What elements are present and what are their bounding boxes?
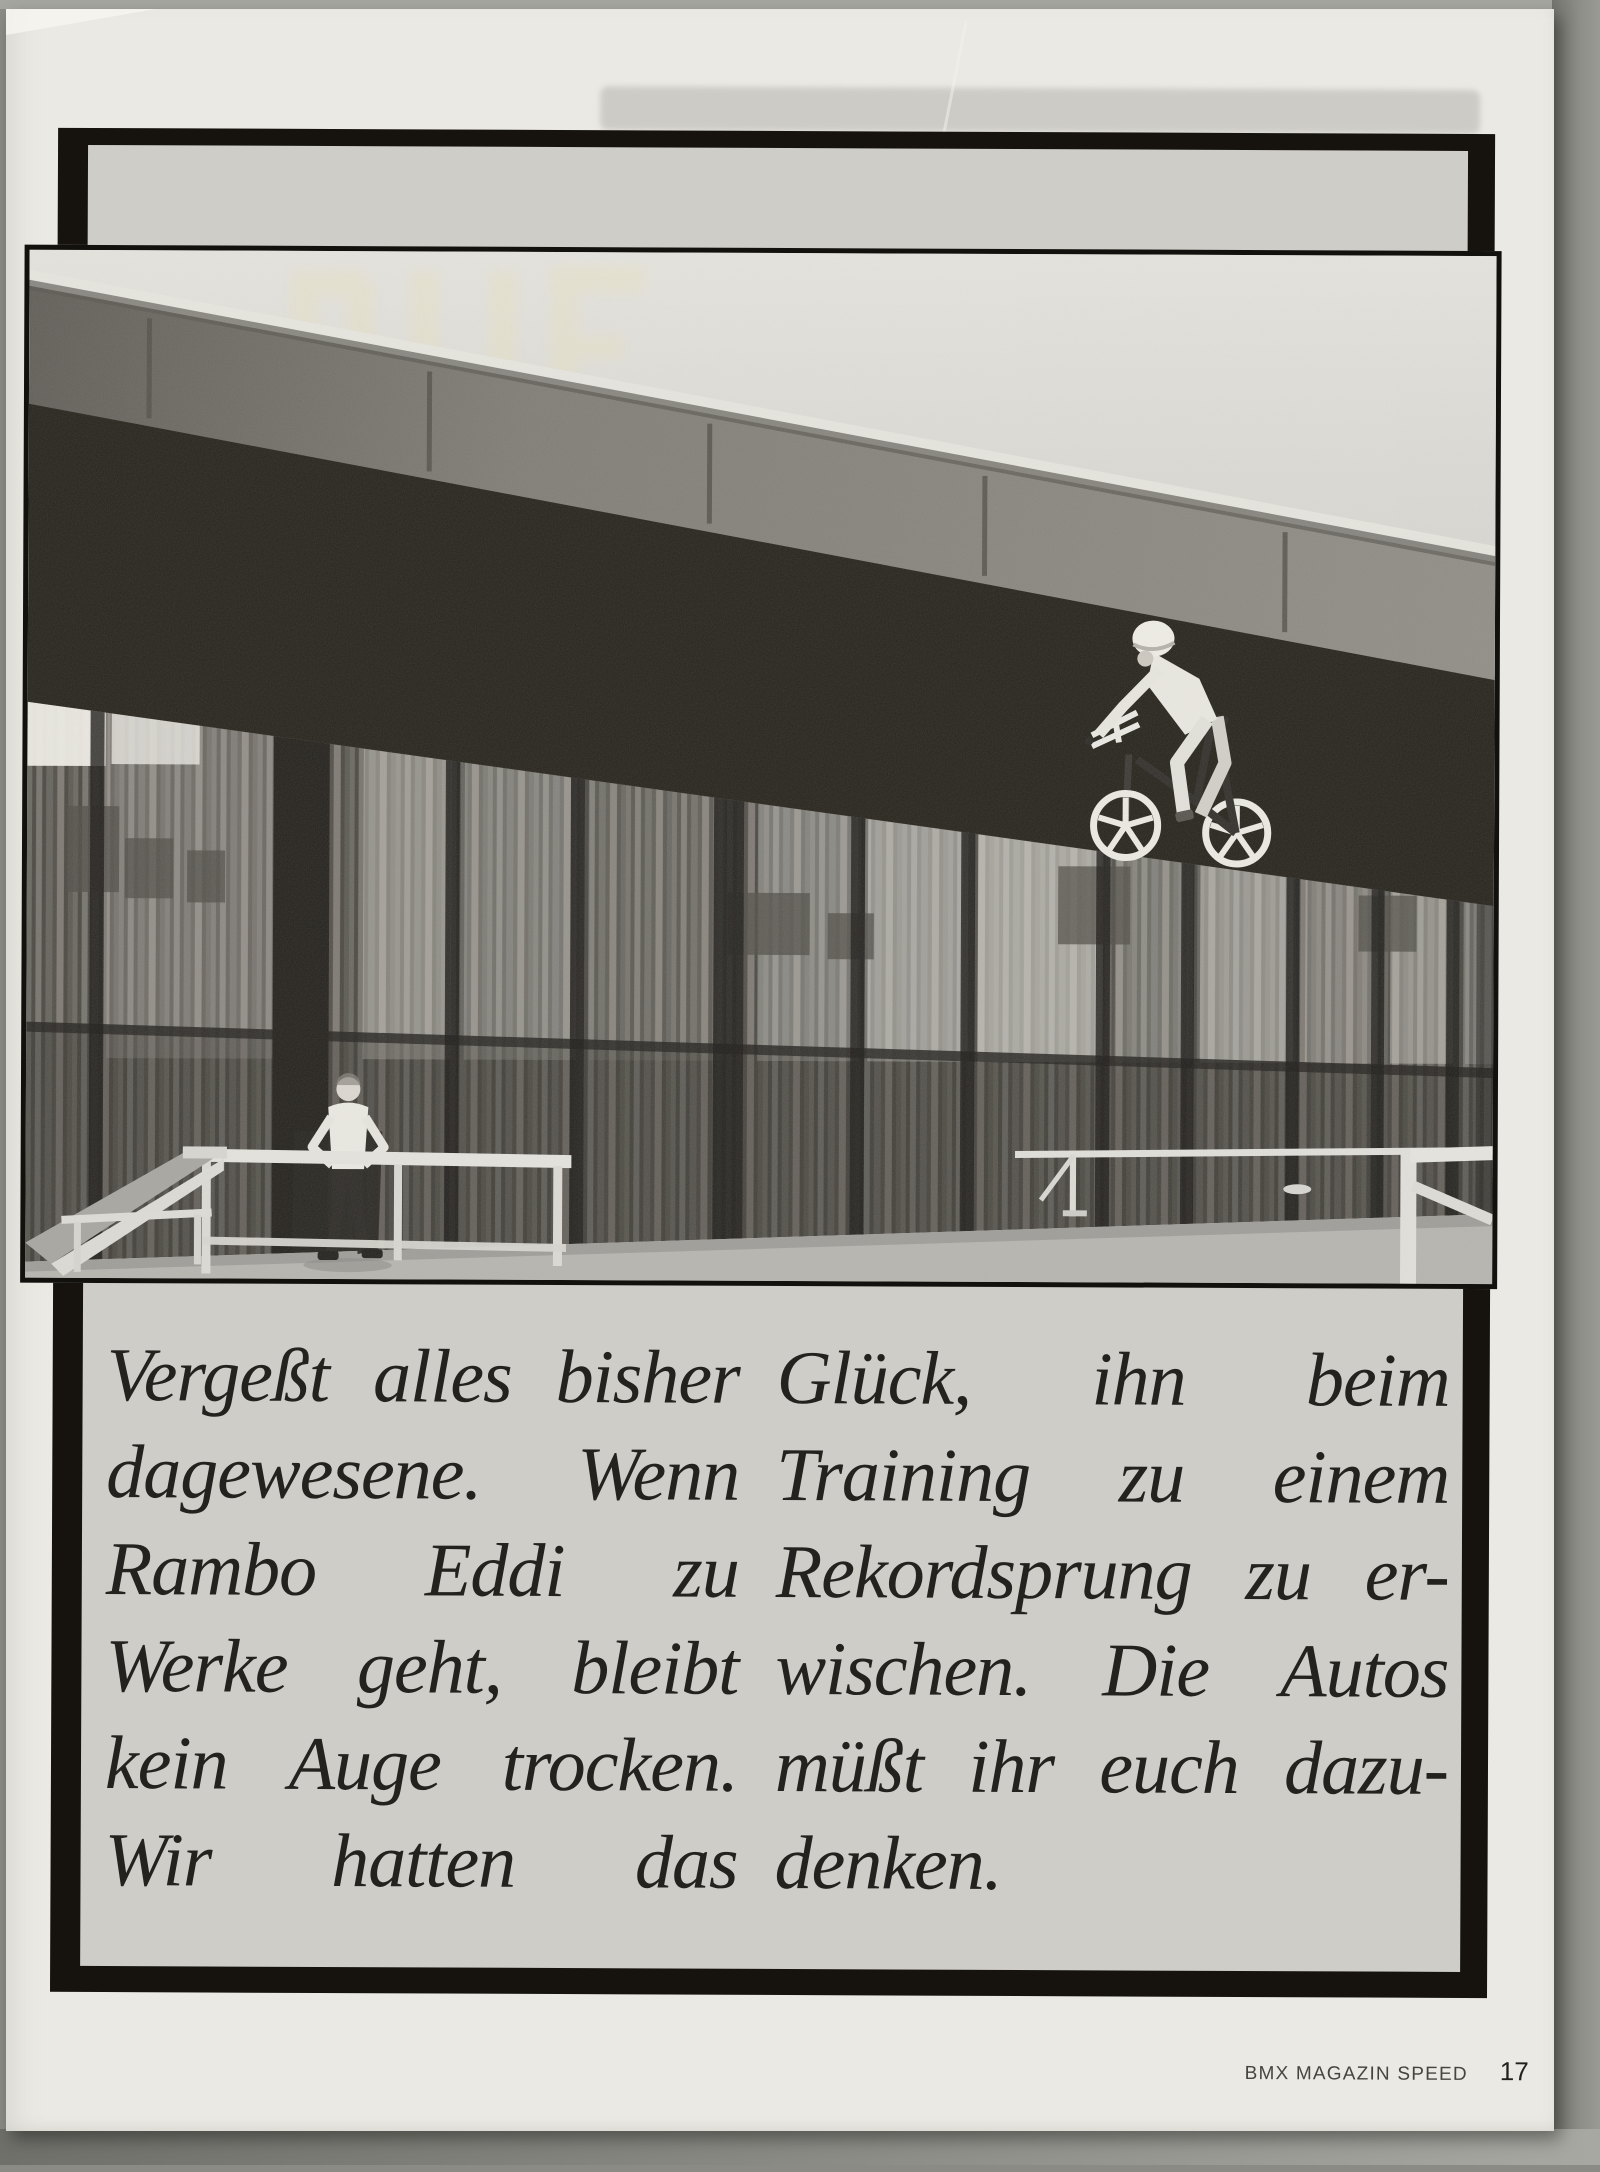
bmx-photo-illustration <box>25 250 1496 1284</box>
text-line <box>775 1723 1448 1823</box>
word: alles <box>373 1333 512 1421</box>
word: hatten <box>331 1818 515 1906</box>
word: zu <box>673 1529 739 1616</box>
word: Training <box>776 1432 1030 1520</box>
word: zu <box>1118 1433 1184 1520</box>
word: wischen. <box>775 1626 1031 1714</box>
text-line <box>774 1820 1447 1920</box>
word: Auge <box>288 1721 441 1809</box>
text-line <box>105 1720 738 1820</box>
word: Eddi <box>425 1527 565 1615</box>
word: trocken. <box>502 1722 738 1810</box>
word: dazu- <box>1284 1725 1448 1813</box>
word: müßt <box>775 1723 923 1811</box>
text-line <box>106 1429 739 1529</box>
word: beim <box>1306 1337 1450 1425</box>
word: Autos <box>1280 1628 1449 1716</box>
word: Wir <box>104 1817 211 1904</box>
text-line <box>106 1526 739 1626</box>
word: bleibt <box>571 1625 738 1713</box>
word: Die <box>1102 1627 1209 1714</box>
word: Werke <box>105 1623 287 1711</box>
word: Glück, <box>777 1335 972 1423</box>
word: Rekordsprung <box>776 1529 1192 1618</box>
text-line <box>776 1432 1449 1532</box>
text-line <box>776 1529 1449 1629</box>
magazine-title: BMX MAGAZIN SPEED <box>1245 2063 1468 2086</box>
text-line <box>104 1817 737 1917</box>
word: euch <box>1099 1724 1239 1812</box>
word: bisher <box>555 1334 739 1422</box>
text-line <box>105 1623 738 1723</box>
word: denken. <box>774 1820 1002 1908</box>
word: Vergeßt <box>107 1332 330 1420</box>
word: zu <box>1245 1531 1311 1618</box>
word: geht, <box>357 1624 502 1712</box>
text-line <box>776 1335 1449 1435</box>
text-line <box>775 1626 1448 1726</box>
word: er- <box>1365 1532 1449 1619</box>
word: ihn <box>1091 1336 1186 1423</box>
word: kein <box>105 1720 228 1808</box>
article-column-right <box>774 1335 1450 1920</box>
word: dagewesene. <box>106 1429 482 1518</box>
word: das <box>635 1819 738 1906</box>
text-line <box>106 1332 739 1432</box>
word: ihr <box>968 1724 1054 1811</box>
bmx-photo <box>20 245 1502 1289</box>
film-grain <box>25 250 1496 1284</box>
word: Wenn <box>577 1431 739 1519</box>
page-footer <box>1245 2055 1529 2087</box>
word: Rambo <box>106 1526 317 1614</box>
scan-smudge <box>600 86 1480 134</box>
article-column-left <box>104 1332 740 1917</box>
word: einem <box>1273 1434 1450 1522</box>
page-number: 17 <box>1500 2056 1529 2087</box>
